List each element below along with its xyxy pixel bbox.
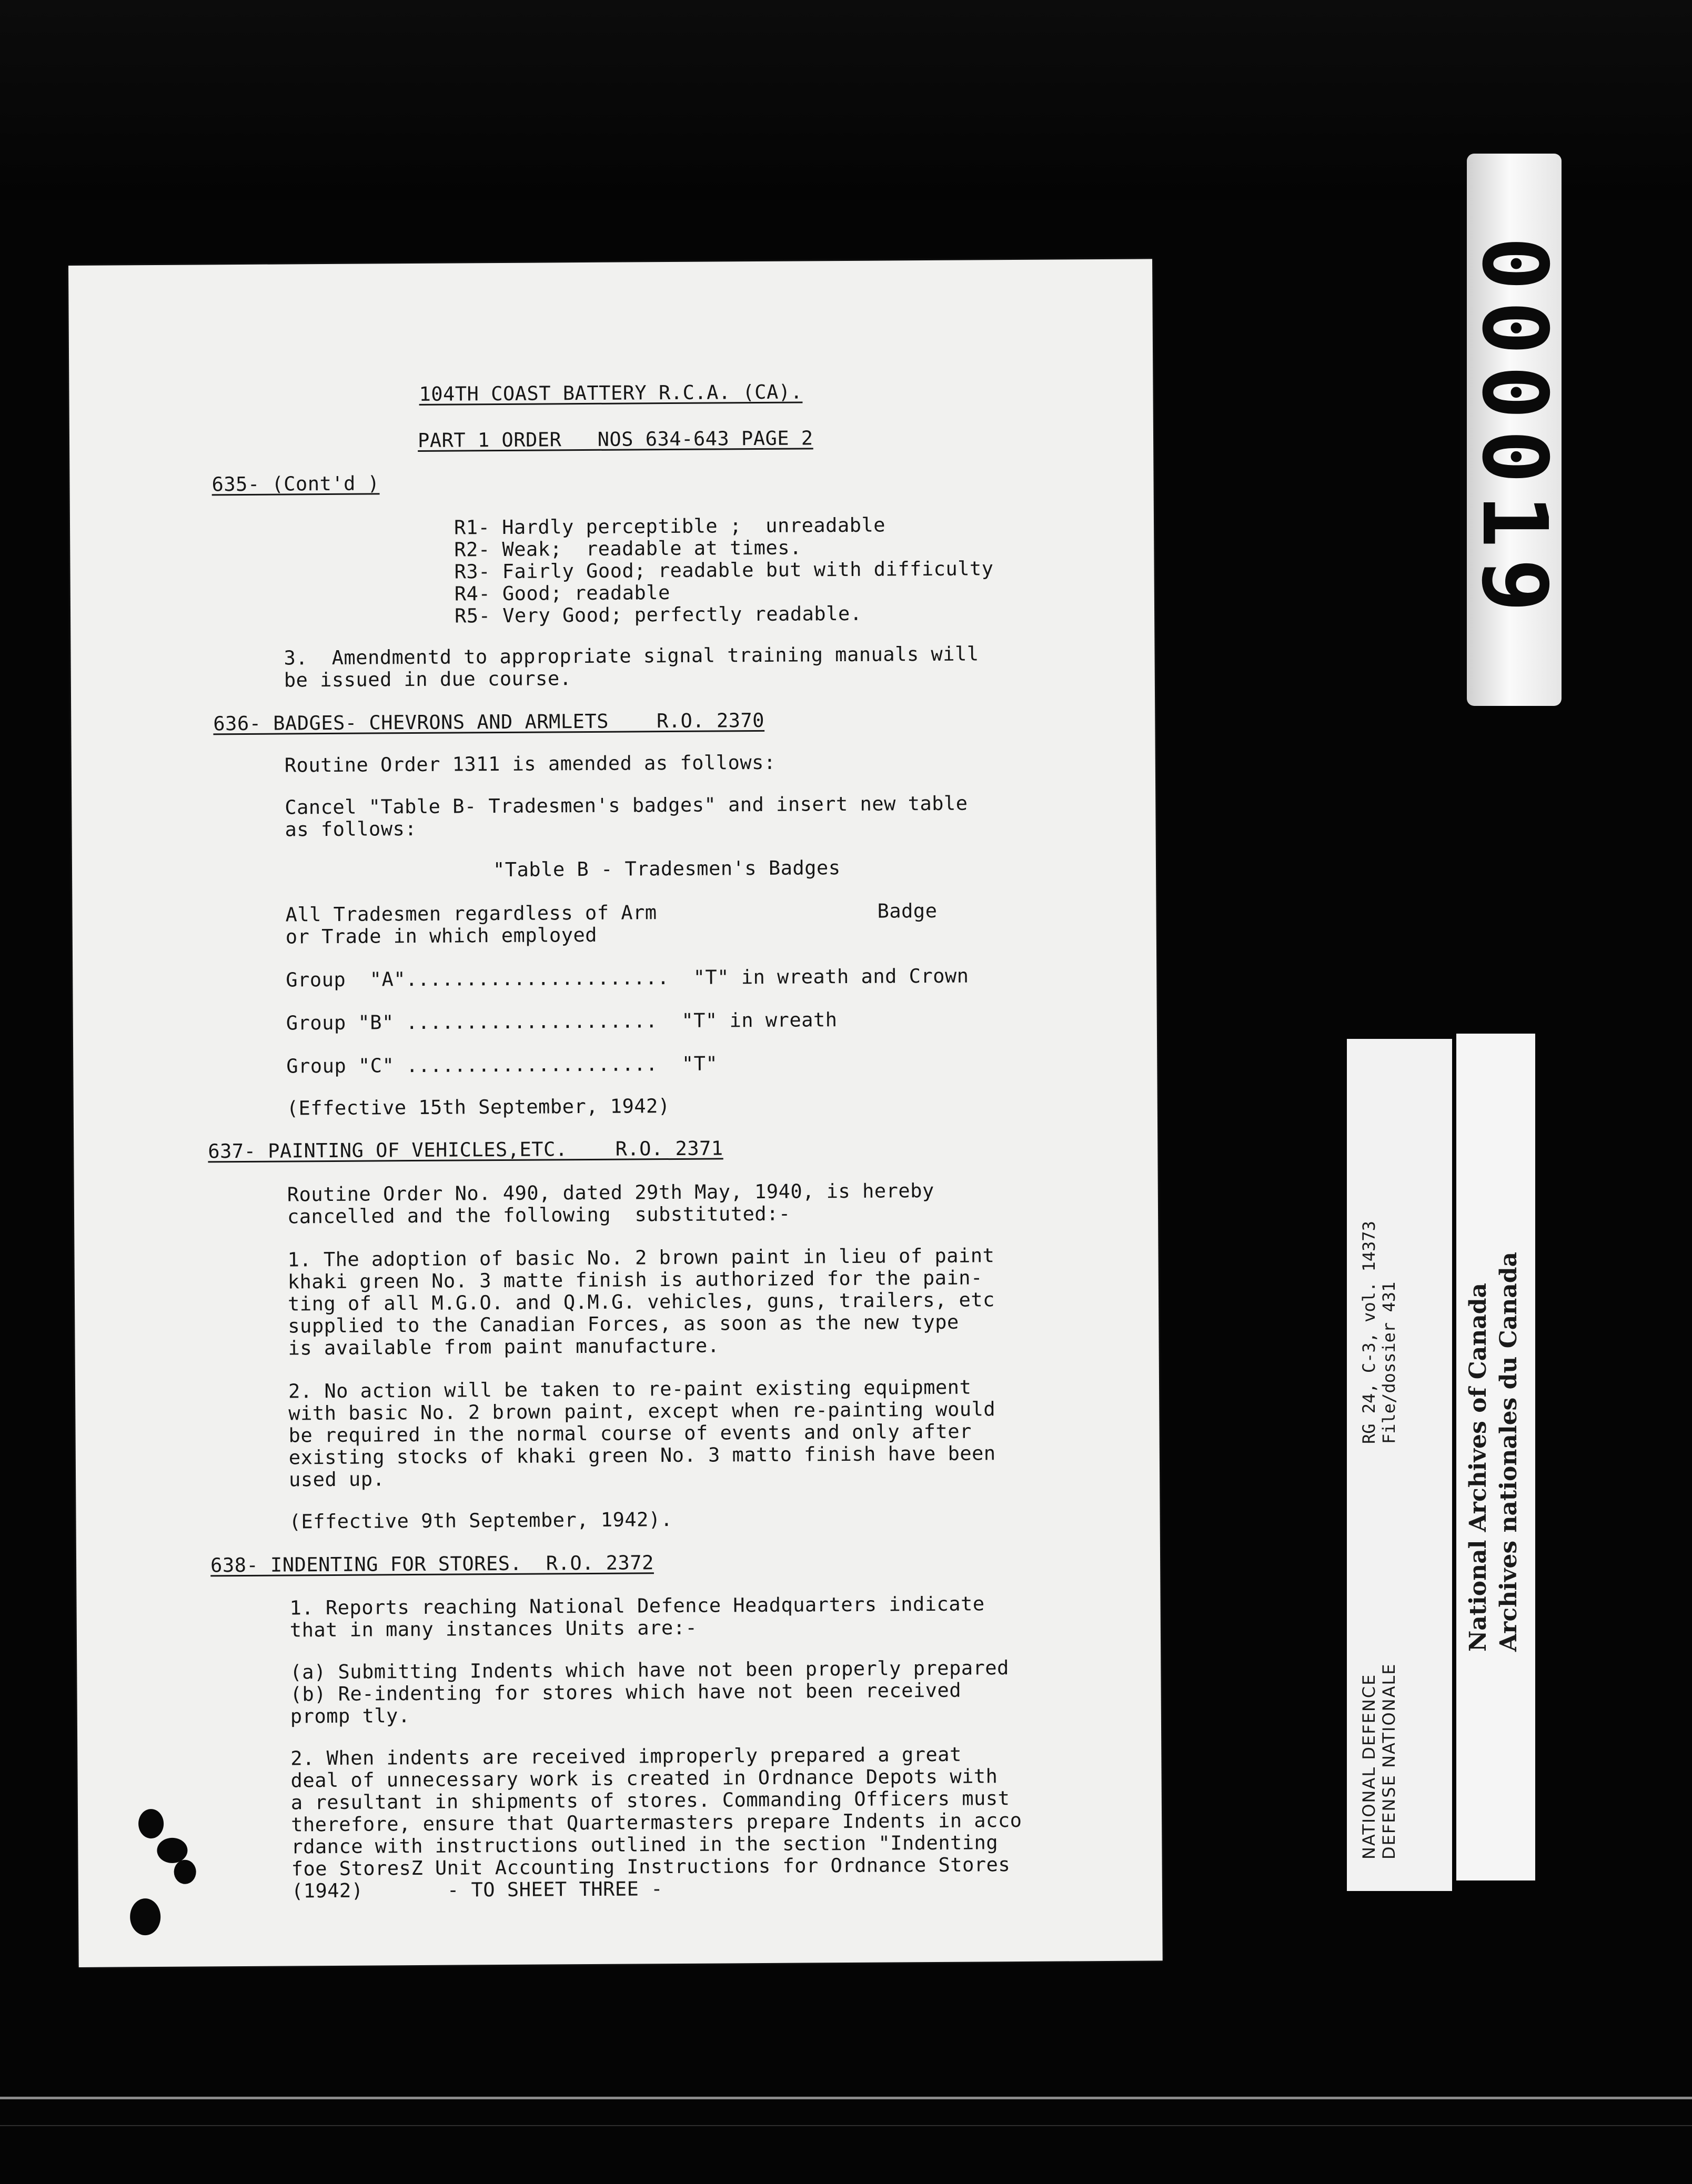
badges-table-col1-line2: or Trade in which employed bbox=[285, 923, 598, 948]
frame-number-box bbox=[1462, 164, 1566, 695]
department-line2: DEFENSE NATIONALE bbox=[1379, 1663, 1399, 1859]
archive-reference-line2: File/dossier 431 bbox=[1379, 1281, 1399, 1444]
section-636-para2-line2: as follows: bbox=[285, 817, 417, 841]
signal-r3: R3- Fairly Good; readable but with difficulty bbox=[454, 557, 994, 583]
section-638-para2-line1: 2. When indents are received improperly prepared a great bbox=[290, 1743, 962, 1770]
section-638-para2-line5: rdance with instructions outlined in the section "Indenting bbox=[291, 1831, 999, 1858]
section-638-item-b-line1: (b) Re-indenting for stores which have not been received bbox=[290, 1679, 962, 1706]
microfilm-frame-top bbox=[0, 0, 1692, 200]
header-order: PART 1 ORDER NOS 634-643 PAGE 2 bbox=[417, 427, 813, 452]
header-title: 104TH COAST BATTERY R.C.A. (CA). bbox=[419, 380, 803, 406]
section-637-effective: (Effective 9th September, 1942). bbox=[289, 1508, 673, 1533]
badges-row-group-a: Group "A"...................... "T" in wreath and Crown bbox=[286, 964, 969, 992]
section-635-heading: 635- (Cont'd ) bbox=[212, 472, 380, 496]
badges-table-col1-line1: All Tradesmen regardless of Arm bbox=[285, 901, 657, 926]
section-637-para3-line1: 2. No action will be taken to re-paint existing equipment bbox=[288, 1376, 972, 1403]
section-638-heading: 638- INDENTING FOR STORES. R.O. 2372 bbox=[210, 1551, 654, 1577]
section-638-para1-line1: 1. Reports reaching National Defence Headquarters indicate bbox=[289, 1592, 985, 1620]
punch-hole bbox=[174, 1860, 196, 1884]
section-638-para2-line3: a resultant in shipments of stores. Commanding Officers must bbox=[290, 1787, 1010, 1814]
section-636-effective: (Effective 15th September, 1942) bbox=[286, 1095, 670, 1120]
section-637-heading: 637- PAINTING OF VEHICLES,ETC. R.O. 2371 bbox=[208, 1137, 723, 1163]
section-637-para1-line2: cancelled and the following substituted:- bbox=[287, 1202, 791, 1228]
punch-hole bbox=[157, 1838, 187, 1863]
signal-r4: R4- Good; readable bbox=[454, 581, 670, 605]
section-637-para2-line2: khaki green No. 3 matte finish is authorized for the pain- bbox=[287, 1266, 983, 1293]
section-637-para1-line1: Routine Order No. 490, dated 29th May, 1940, is hereby bbox=[287, 1179, 934, 1206]
section-637-para2-line4: supplied to the Canadian Forces, as soon as the new type bbox=[288, 1310, 959, 1338]
badges-table-col2: Badge bbox=[877, 899, 938, 923]
punch-hole bbox=[138, 1809, 164, 1838]
archives-name-fr: Archives nationales du Canada bbox=[1495, 1251, 1522, 1652]
section-638-para2-line7: (1942) - TO SHEET THREE - bbox=[291, 1877, 663, 1903]
section-637-para3-line5: used up. bbox=[288, 1468, 385, 1491]
section-637-para3-line2: with basic No. 2 brown paint, except when re-painting would bbox=[288, 1398, 996, 1425]
section-638-para2-line2: deal of unnecessary work is created in Ordnance Depots with bbox=[290, 1765, 998, 1792]
signal-r1: R1- Hardly perceptible ; unreadable bbox=[454, 513, 886, 539]
section-636-heading: 636- BADGES- CHEVRONS AND ARMLETS R.O. 2370 bbox=[213, 709, 765, 735]
archives-name-en: National Archives of Canada bbox=[1465, 1282, 1492, 1652]
badges-table-title: "Table B - Tradesmen's Badges bbox=[492, 856, 841, 882]
archive-reference-line1: RG 24, C-3, vol. 14373 bbox=[1359, 1221, 1379, 1444]
section-637-para2-line5: is available from paint manufacture. bbox=[288, 1334, 720, 1360]
badges-row-group-c: Group "C" ..................... "T" bbox=[286, 1052, 718, 1078]
signal-r2: R2- Weak; readable at times. bbox=[454, 536, 802, 561]
signal-r5: R5- Very Good; perfectly readable. bbox=[454, 602, 862, 628]
section-637-para3-line3: be required in the normal course of events and only after bbox=[288, 1420, 972, 1447]
frame-number-label bbox=[1462, 154, 1566, 706]
section-638-para2-line6: foe StoresZ Unit Accounting Instructions for Ordnance Stores bbox=[291, 1853, 1011, 1880]
section-637-para2-line3: ting of all M.G.O. and Q.M.G. vehicles, guns, trailers, etc bbox=[287, 1288, 995, 1316]
section-638-para2-line4: therefore, ensure that Quartermasters prepare Indents in acco bbox=[290, 1808, 1022, 1836]
section-637-para2-line1: 1. The adoption of basic No. 2 brown paint in lieu of paint bbox=[287, 1244, 995, 1271]
section-638-para1-line2: that in many instances Units are:- bbox=[289, 1616, 698, 1642]
section-638-item-a: (a) Submitting Indents which have not been properly prepared bbox=[290, 1656, 1010, 1684]
frame-number: 000019 bbox=[1462, 236, 1566, 623]
document-page bbox=[68, 259, 1163, 1967]
film-edge-line bbox=[0, 2125, 1692, 2126]
section-636-para2-line1: Cancel "Table B- Tradesmen's badges" and insert new table bbox=[285, 792, 968, 819]
national-archives-stamp bbox=[1456, 1034, 1535, 1880]
archive-reference-stamp bbox=[1347, 1039, 1452, 1891]
section-635-para3-line1: 3. Amendmentd to appropriate signal training manuals will bbox=[284, 642, 979, 670]
section-635-para3-line2: be issued in due course. bbox=[284, 667, 572, 692]
section-638-item-b-line2: promp tly. bbox=[290, 1704, 410, 1728]
section-636-para1: Routine Order 1311 is amended as follows: bbox=[284, 751, 776, 777]
department-line1: NATIONAL DEFENCE bbox=[1359, 1673, 1379, 1859]
section-637-para3-line4: existing stocks of khaki green No. 3 matto finish have been bbox=[288, 1442, 996, 1469]
film-edge-line bbox=[0, 2097, 1692, 2099]
punch-hole bbox=[130, 1898, 160, 1935]
badges-row-group-b: Group "B" ..................... "T" in wreath bbox=[286, 1008, 838, 1035]
